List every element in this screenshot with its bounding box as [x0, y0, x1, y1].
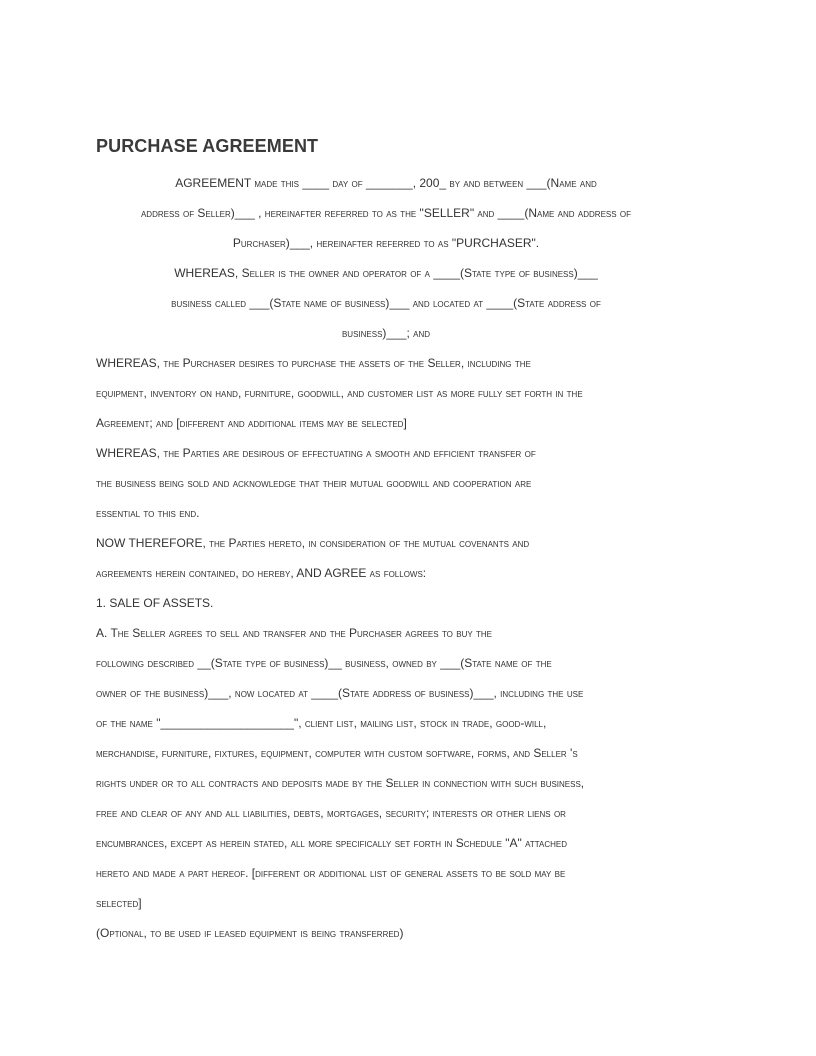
- clause-a-line-8: encumbrances, except as herein stated, all more specifically set forth in Schedule "A" attached: [96, 836, 568, 850]
- recital-3-line-2: the business being sold and acknowledge that their mutual goodwill and cooperation are: [96, 476, 532, 490]
- preamble-line-2: address of Seller)___ , hereinafter referred to as the "SELLER" and ____(Name and address of: [140, 206, 632, 220]
- now-therefore-line-1: NOW THEREFORE, the Parties hereto, in consideration of the mutual covenants and: [96, 536, 530, 550]
- clause-a-line-6: rights under or to all contracts and deposits made by the Seller in connection with such business,: [96, 776, 585, 790]
- recital-1-line-1: WHEREAS, Seller is the owner and operator of a ____(State type of business)___: [174, 266, 598, 280]
- recital-3-line-3: essential to this end.: [96, 506, 200, 520]
- recital-1-line-3: business)___; and: [341, 326, 431, 340]
- clause-a-line-4: of the name "____________________", client list, mailing list, stock in trade, good-will,: [96, 716, 547, 730]
- clause-a-line-7: free and clear of any and all liabilities, debts, mortgages, security; interests or other liens or: [96, 806, 566, 820]
- preamble-line-3: Purchaser)___, hereinafter referred to as "PURCHASER".: [232, 236, 540, 250]
- recital-1-line-2: business called ___(State name of business)___ and located at ____(State address of: [171, 296, 601, 310]
- recital-2-line-3: Agreement; and [different and additional items may be selected]: [96, 416, 407, 430]
- clause-a-line-1: A. The Seller agrees to sell and transfer and the Purchaser agrees to buy the: [96, 626, 493, 640]
- clause-a-line-10: selected]: [96, 896, 142, 910]
- clause-a-line-9: hereto and made a part hereof. [different or additional list of general assets to be sold may be: [96, 866, 566, 880]
- clause-a-line-3: owner of the business)___, now located at ____(State address of business)___, including the use: [96, 686, 584, 700]
- recital-3-line-1: WHEREAS, the Parties are desirous of effectuating a smooth and efficient transfer of: [96, 446, 536, 460]
- document-title: PURCHASE AGREEMENT: [96, 136, 319, 156]
- recital-2-line-1: WHEREAS, the Purchaser desires to purchase the assets of the Seller, including the: [96, 356, 531, 370]
- section-heading-sale-of-assets: 1. SALE OF ASSETS.: [96, 596, 214, 610]
- clause-a-line-2: following described __(State type of business)__ business, owned by ___(State name of the: [96, 656, 552, 670]
- optional-note: (Optional, to be used if leased equipment is being transferred): [96, 926, 404, 940]
- preamble-line-1: AGREEMENT made this ____ day of _______, 200_ by and between ___(Name and: [175, 176, 597, 190]
- clause-a-line-5: merchandise, furniture, fixtures, equipment, computer with custom software, forms, and Seller 's: [96, 746, 578, 760]
- now-therefore-line-2: agreements herein contained, do hereby, AND AGREE as follows:: [96, 566, 427, 580]
- document-body: [96, 168, 736, 948]
- recital-2-line-2: equipment, inventory on hand, furniture, goodwill, and customer list as more fully set forth in the: [96, 386, 583, 400]
